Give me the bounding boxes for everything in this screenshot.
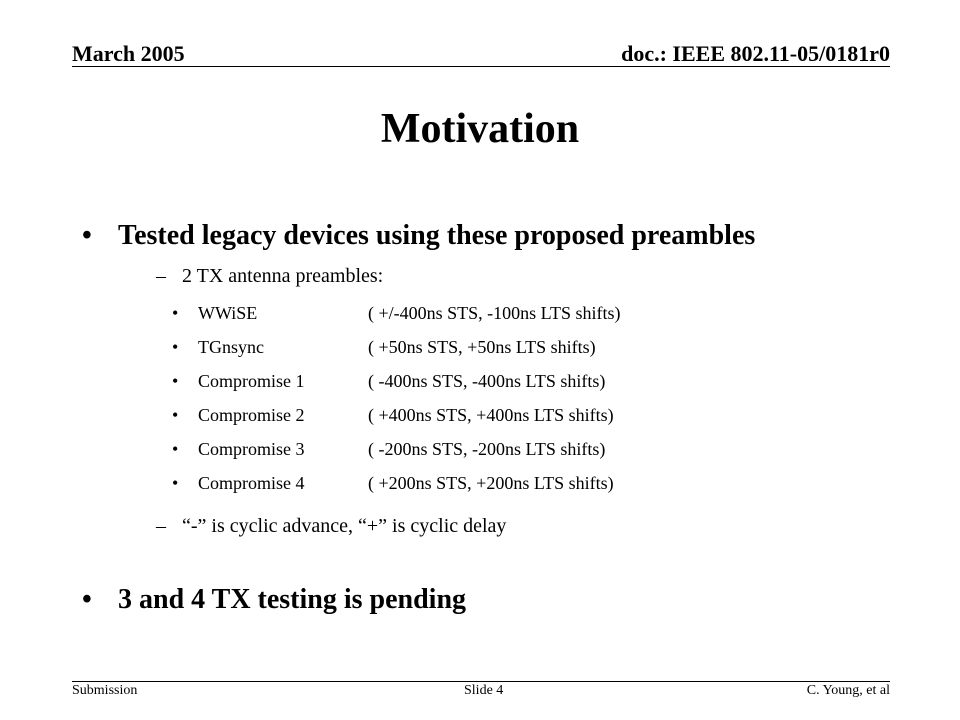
bullet-dot-icon: • <box>82 584 92 615</box>
bullet-dot-icon: • <box>82 220 92 251</box>
preamble-detail: ( +400ns STS, +400ns LTS shifts) <box>368 405 614 425</box>
preamble-detail: ( -400ns STS, -400ns LTS shifts) <box>368 371 606 391</box>
preamble-name: Compromise 2 <box>198 405 305 425</box>
bullet-dot-icon: • <box>172 473 179 493</box>
bullet-dot-icon: • <box>172 371 179 391</box>
dash-icon: – <box>156 265 166 287</box>
preamble-detail: ( -200ns STS, -200ns LTS shifts) <box>368 439 606 459</box>
sub-bullet-text: 2 TX antenna preambles: <box>182 265 384 287</box>
header-doc-id: doc.: IEEE 802.11-05/0181r0 <box>621 41 890 66</box>
footer-divider <box>72 681 890 682</box>
preamble-detail: ( +200ns STS, +200ns LTS shifts) <box>368 473 614 493</box>
header-date: March 2005 <box>72 41 185 66</box>
sub-bullet-text: “-” is cyclic advance, “+” is cyclic delay <box>182 515 507 537</box>
bullet-dot-icon: • <box>172 337 179 357</box>
preamble-name: WWiSE <box>198 303 258 323</box>
preamble-name: Compromise 3 <box>198 439 305 459</box>
bullet-dot-icon: • <box>172 405 179 425</box>
preamble-name: TGnsync <box>198 337 264 357</box>
dash-icon: – <box>156 515 166 537</box>
bullet-dot-icon: • <box>172 439 179 459</box>
preamble-name: Compromise 4 <box>198 473 305 493</box>
bullet-1-text: Tested legacy devices using these proposed preambles <box>118 220 756 251</box>
bullet-dot-icon: • <box>172 303 179 323</box>
footer-slide-number: Slide 4 <box>464 683 504 698</box>
footer-submission: Submission <box>72 683 138 698</box>
preamble-name: Compromise 1 <box>198 371 305 391</box>
preamble-detail: ( +50ns STS, +50ns LTS shifts) <box>368 337 596 357</box>
bullet-2-text: 3 and 4 TX testing is pending <box>118 584 467 615</box>
preamble-detail: ( +/-400ns STS, -100ns LTS shifts) <box>368 303 621 323</box>
slide-title: Motivation <box>380 106 580 152</box>
footer-author: C. Young, et al <box>806 683 890 698</box>
header-divider <box>72 66 890 67</box>
